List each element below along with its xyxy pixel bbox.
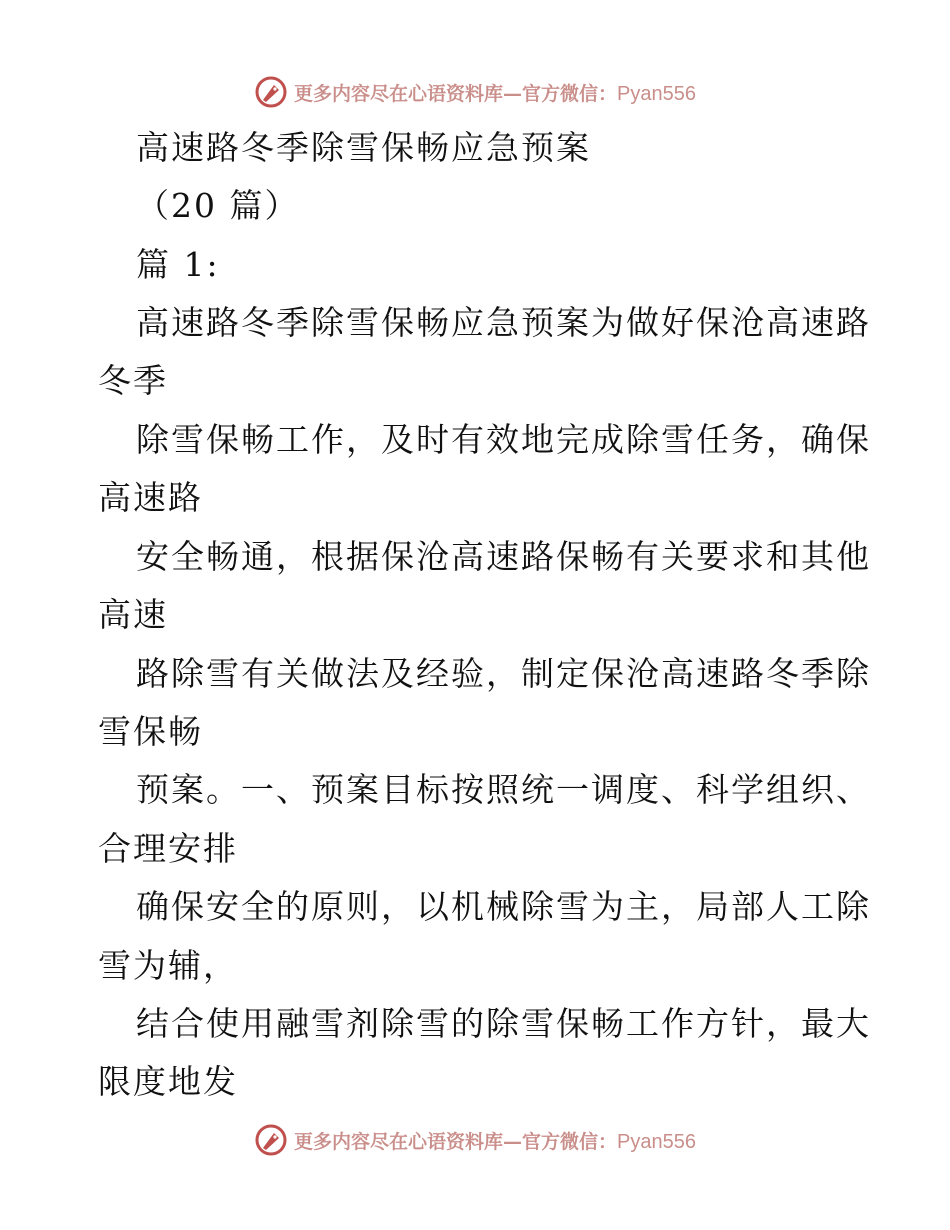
- watermark-text: 更多内容尽在心语资料库—官方微信：Pyan556: [294, 82, 696, 105]
- paragraph-line: 高速路冬季除雪保畅应急预案为做好保沧高速路: [136, 303, 871, 342]
- paragraph-line: 除雪保畅工作，及时有效地完成除雪任务，确保: [136, 420, 871, 459]
- paragraph-line: 高速路: [98, 478, 203, 517]
- paragraph-line: 预案。一、预案目标按照统一调度、科学组织、: [136, 770, 871, 809]
- paragraph-line: 确保安全的原则，以机械除雪为主，局部人工除: [136, 887, 871, 926]
- watermark-text: 更多内容尽在心语资料库—官方微信：Pyan556: [294, 1130, 696, 1153]
- paragraph-line: 安全畅通，根据保沧高速路保畅有关要求和其他: [136, 537, 871, 576]
- document-subtitle: （20 篇）: [136, 186, 300, 225]
- paragraph-line: 结合使用融雪剂除雪的除雪保畅工作方针，最大: [136, 1004, 871, 1043]
- section-heading: 篇 1:: [136, 245, 220, 284]
- header-watermark: [0, 72, 950, 112]
- pen-nib-circle-icon: [254, 75, 288, 109]
- paragraph-line: 合理安排: [98, 829, 238, 868]
- paragraph-line: 雪保畅: [98, 712, 203, 751]
- paragraph-line: 路除雪有关做法及经验，制定保沧高速路冬季除: [136, 654, 871, 693]
- pen-nib-circle-icon: [254, 1123, 288, 1157]
- paragraph-line: 冬季: [98, 361, 168, 400]
- paragraph-line: 雪为辅，: [98, 946, 238, 985]
- paragraph-line: 限度地发: [98, 1062, 238, 1101]
- document-title: 高速路冬季除雪保畅应急预案: [136, 128, 591, 167]
- footer-watermark: [0, 1120, 950, 1160]
- paragraph-line: 高速: [98, 595, 168, 634]
